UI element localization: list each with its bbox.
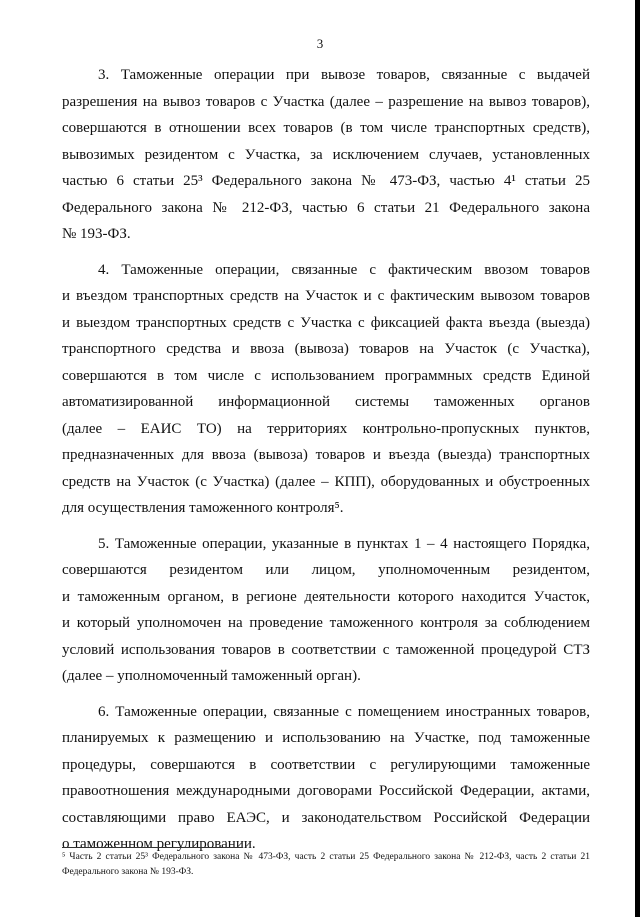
text-line: (далее – ЕАИС ТО) на территориях контрольно-пропускных пунктов, xyxy=(62,420,590,437)
text-line: 3. Таможенные операции при вывозе товаров, связанные с выдачей xyxy=(98,67,590,83)
text-line: предназначенных для ввоза (вывоза) товаров и въезда (выезда) транспортных xyxy=(62,447,590,463)
text-line: совершаются в том числе с использованием программных средств Единой xyxy=(62,367,590,384)
text-line: и въездом транспортных средств на Участок и с фактическим вывозом товаров xyxy=(62,288,590,304)
text-line: № 193-ФЗ. xyxy=(62,226,131,242)
text-line: и таможенным органом, в регионе деятельности которого находится Участок, xyxy=(62,588,590,605)
text-line: вывозимых резидентом с Участка, за исключением случаев, установленных xyxy=(62,146,590,163)
text-line: средств на Участок (с Участка) (далее – КПП), оборудованных и обустроенных xyxy=(62,473,590,490)
text-line: о таможенном регулировании. xyxy=(62,836,256,852)
text-line: условий использования товаров в соответствии с таможенной процедурой СТЗ xyxy=(62,641,590,658)
text-line: совершаются резидентом или лицом, уполномоченным резидентом, xyxy=(62,562,590,578)
text-line: планируемых к размещению и использованию на Участке, под таможенные xyxy=(62,730,590,746)
text-line: разрешения на вывоз товаров с Участка (далее – разрешение на вывоз товаров), xyxy=(62,93,590,110)
paragraph-6 xyxy=(62,699,590,858)
text-line: для осуществления таможенного контроля⁵. xyxy=(62,500,344,516)
text-line: автоматизированной информационной системы таможенных органов xyxy=(62,394,590,410)
text-line: и выездом транспортных средств с Участка с фиксацией факта въезда (выезда) xyxy=(62,314,590,331)
footnote-separator xyxy=(62,847,242,848)
text-line: процедуры, совершаются в соответствии с регулирующими таможенные xyxy=(62,756,590,773)
document-body xyxy=(62,62,590,867)
paragraph-3 xyxy=(62,62,590,248)
text-line: и который уполномочен на проведение таможенного контроля за соблюдением xyxy=(62,615,590,631)
text-line: Федерального закона № 212-ФЗ, частью 6 статьи 21 Федерального закона xyxy=(62,199,590,216)
paragraph-4 xyxy=(62,257,590,522)
text-line: составляющими право ЕАЭС, и законодательством Российской Федерации xyxy=(62,809,590,826)
text-line: частью 6 статьи 25³ Федерального закона № 473-ФЗ, частью 4¹ статьи 25 xyxy=(62,173,590,189)
page-number: 3 xyxy=(316,36,324,51)
text-line: 5. Таможенные операции, указанные в пунктах 1 – 4 настоящего Порядка, xyxy=(98,535,590,552)
text-line: 4. Таможенные операции, связанные с фактическим ввозом товаров xyxy=(98,261,590,278)
text-line: совершаются в отношении всех товаров (в том числе транспортных средств), xyxy=(62,120,590,136)
footnote-line: ⁵ Часть 2 статьи 25³ Федерального закона № 473-ФЗ, часть 2 статьи 25 Федерального закона № 212-ФЗ, часть 2 статьи 21 xyxy=(62,852,590,862)
scan-edge xyxy=(635,0,640,917)
text-line: (далее – уполномоченный таможенный орган). xyxy=(62,668,361,684)
text-line: правоотношения международными договорами Российской Федерации, актами, xyxy=(62,783,590,799)
footnote-line: Федерального закона № 193-ФЗ. xyxy=(62,867,194,877)
text-line: 6. Таможенные операции, связанные с помещением иностранных товаров, xyxy=(98,703,590,720)
footnote xyxy=(62,850,590,880)
text-line: транспортного средства и ввоза (вывоза) товаров на Участок (с Участка), xyxy=(62,341,590,357)
paragraph-5 xyxy=(62,531,590,690)
